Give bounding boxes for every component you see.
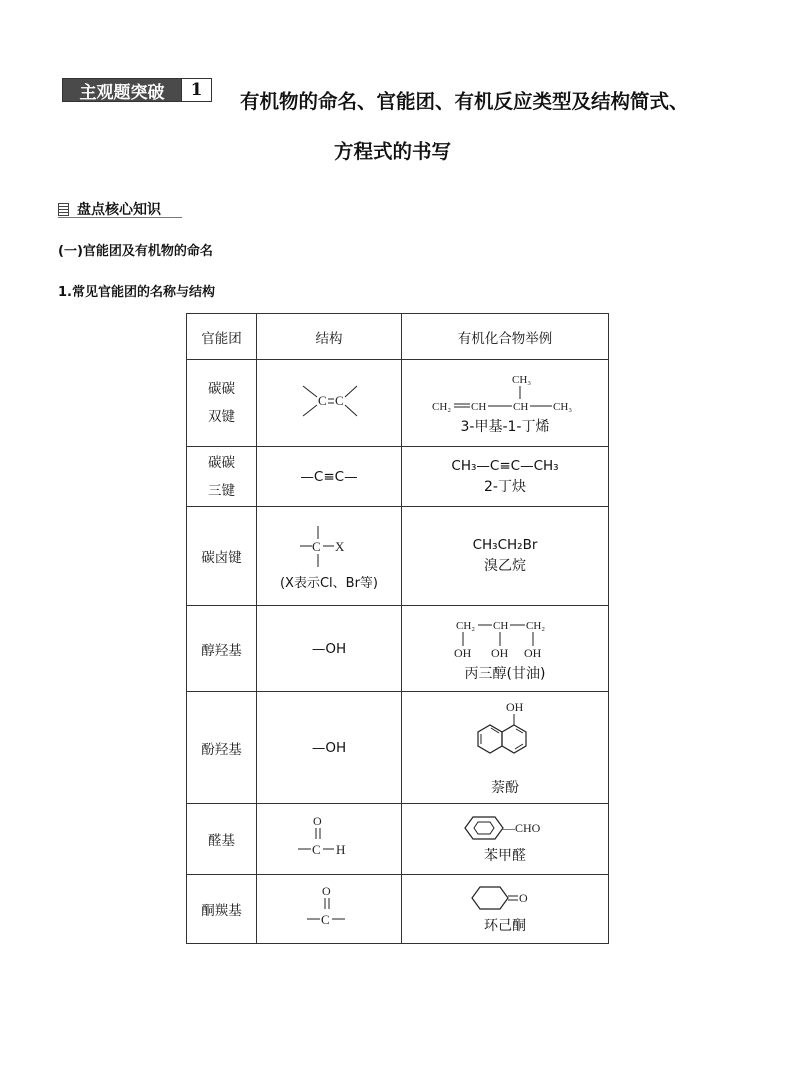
group-name-cell [187, 606, 257, 692]
halide-structure [294, 522, 364, 572]
group-name-line1: 醇羟基 [201, 642, 242, 659]
group-name-line1: 碳卤键 [201, 550, 242, 566]
svg-text:CH₃: CH₃ [512, 374, 532, 386]
svg-text:CH: CH [493, 619, 509, 632]
svg-text:CH₂: CH₂ [432, 401, 452, 413]
structure-cell [257, 692, 402, 804]
svg-text:OH: OH [524, 645, 542, 660]
ketone-structure [299, 883, 359, 931]
svg-text:O: O [313, 814, 322, 828]
example-name: 萘酚 [491, 779, 519, 796]
svg-text:OH: OH [491, 645, 509, 660]
group-name-cell [187, 692, 257, 804]
group-name-cell [187, 507, 257, 606]
group-name-line1: 酚羟基 [201, 741, 242, 758]
svg-text:X: X [335, 538, 345, 554]
example-cell [402, 875, 609, 944]
sub-heading: (一)官能团及有机物的命名 [58, 244, 213, 259]
badge-number: 1 [181, 79, 211, 101]
section-heading [58, 199, 161, 219]
structure-cell [257, 804, 402, 875]
structure-cell [257, 447, 402, 507]
structure-text: —OH [311, 640, 347, 657]
example-name: 3-甲基-1-丁烯 [460, 419, 550, 435]
group-name-cell [187, 360, 257, 447]
example-cell [402, 692, 609, 804]
example-cell [402, 507, 609, 606]
structure-cell [257, 360, 402, 447]
page-title-line1: 有机物的命名、官能团、有机反应类型及结构简式、 [240, 90, 689, 113]
table-row [187, 360, 609, 447]
group-name-line1: 碳碳 [208, 454, 235, 471]
svg-text:CH₂: CH₂ [456, 619, 476, 632]
svg-text:C: C [335, 393, 344, 408]
example-formula-glycerol [450, 615, 560, 661]
benzaldehyde-cho-label: —CHO [503, 821, 541, 835]
structure-text: —C≡C— [300, 468, 358, 485]
example-formula-3-methyl-1-butene [430, 370, 580, 414]
svg-text:CH₃: CH₃ [553, 401, 573, 413]
naphthol-oh-label: OH [506, 699, 524, 714]
example-name: 环己酮 [484, 918, 526, 934]
section-heading-text: 盘点核心知识 [77, 202, 161, 218]
svg-text:CH: CH [513, 401, 529, 413]
alkene-structure [289, 376, 369, 426]
example-name: 溴乙烷 [484, 558, 526, 574]
example-cell [402, 606, 609, 692]
group-name-cell [187, 447, 257, 507]
table-row [187, 804, 609, 875]
structure-cell [257, 606, 402, 692]
header-example: 有机化合物举例 [402, 314, 609, 360]
group-name-line1: 碳碳 [208, 381, 235, 397]
page-title-line2: 方程式的书写 [334, 140, 452, 163]
svg-text:H: H [336, 842, 346, 857]
example-structure-naphthol [460, 699, 550, 775]
group-name-cell [187, 804, 257, 875]
svg-text:C: C [318, 393, 327, 408]
cyclohexanone-o-label: O [519, 891, 528, 905]
badge-label: 主观题突破 [63, 79, 181, 101]
structure-text: —OH [311, 739, 347, 756]
list-title: 1.常见官能团的名称与结构 [58, 285, 215, 300]
structure-cell [257, 507, 402, 606]
table-row [187, 507, 609, 606]
table-row [187, 447, 609, 507]
group-name-line1: 酮羰基 [201, 903, 242, 919]
svg-text:OH: OH [454, 645, 472, 660]
svg-text:C: C [312, 842, 321, 857]
section-badge [62, 78, 212, 102]
table-row [187, 875, 609, 944]
svg-text:CH: CH [471, 401, 487, 413]
group-name-line2: 三键 [208, 482, 235, 499]
svg-text:CH₂: CH₂ [526, 619, 546, 632]
structure-cell [257, 875, 402, 944]
functional-group-table [186, 313, 609, 944]
group-name-cell [187, 875, 257, 944]
aldehyde-structure [294, 813, 364, 861]
table-header-row [187, 314, 609, 360]
svg-text:O: O [322, 884, 331, 898]
example-cell [402, 447, 609, 507]
group-name-line2: 双键 [208, 409, 235, 425]
header-functional-group: 官能团 [187, 314, 257, 360]
document-icon [58, 203, 69, 216]
section-underline [58, 217, 182, 218]
svg-text:C: C [321, 912, 330, 927]
header-structure: 结构 [257, 314, 402, 360]
example-structure-cyclohexanone [460, 883, 550, 913]
example-structure-benzaldehyde [455, 813, 555, 843]
example-name: 2-丁炔 [484, 478, 526, 495]
example-name: 苯甲醛 [484, 848, 526, 864]
table-row [187, 692, 609, 804]
example-name: 丙三醇(甘油) [464, 665, 546, 682]
svg-text:C: C [312, 538, 321, 554]
example-cell [402, 360, 609, 447]
example-cell [402, 804, 609, 875]
table-row [187, 606, 609, 692]
example-formula: CH₃—C≡C—CH₃ [451, 457, 559, 474]
group-name-line1: 醛基 [208, 833, 235, 849]
structure-note: (X表示Cl、Br等) [279, 575, 378, 591]
example-formula: CH₃CH₂Br [472, 537, 538, 553]
